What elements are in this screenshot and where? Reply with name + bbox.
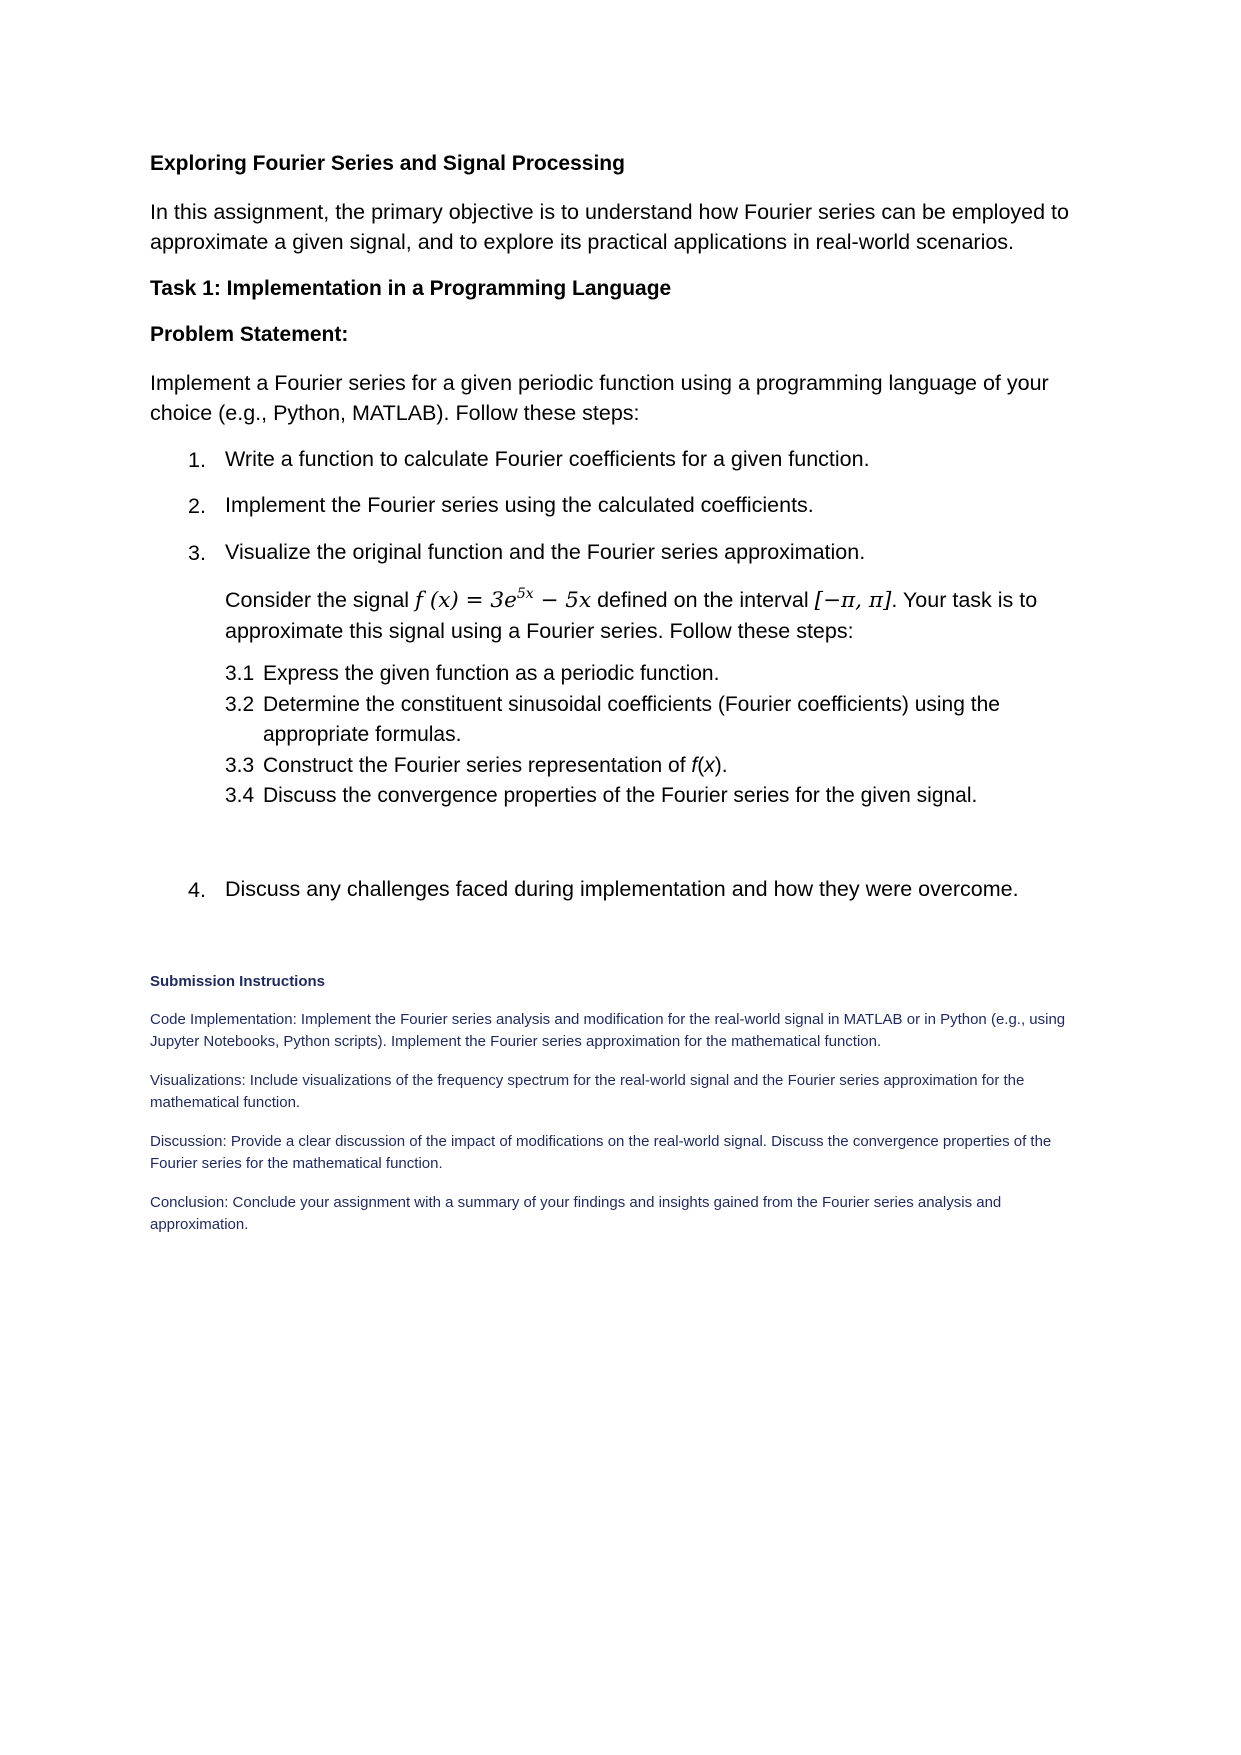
document-title: Exploring Fourier Series and Signal Processing — [150, 152, 625, 175]
fx-close: ). — [714, 754, 728, 777]
consider-prefix: Consider the signal — [225, 588, 416, 612]
step-number: 2. — [188, 494, 206, 518]
consider-paragraph — [225, 585, 1125, 646]
consider-suffix: . Your task is to — [891, 588, 1038, 612]
fx-f: f — [691, 754, 698, 777]
consider-middle: defined on the interval — [591, 588, 815, 612]
submission-heading: Submission Instructions — [150, 973, 326, 990]
step-number: 3. — [188, 541, 206, 565]
step-number: 4. — [188, 878, 206, 902]
consider-line2: approximate this signal using a Fourier series. Follow these steps: — [225, 619, 854, 643]
submission-paragraph-discussion: Discussion: Provide a clear discussion of the impact of modifications on the real-world signal. Discuss the convergence properties of the Fourier series for the mathematical function. — [150, 1133, 1052, 1172]
submission-paragraph-visualizations: Visualizations: Include visualizations of the frequency spectrum for the real-world signal and the Fourier series approximation for the mathematical function. — [150, 1072, 1025, 1111]
list-item — [263, 751, 728, 781]
formula-rhs: − 5x — [533, 588, 592, 613]
substep-number: 3.1 — [225, 662, 255, 685]
problem-paragraph: Implement a Fourier series for a given periodic function using a programming language of your choice (e.g., Python, MATLAB). Follow these steps: — [150, 371, 1049, 425]
submission-paragraph-conclusion: Conclusion: Conclude your assignment with a summary of your findings and insights gained from the Fourier series analysis and approximation. — [150, 1194, 1002, 1233]
list-item: Write a function to calculate Fourier coefficients for a given function. — [225, 447, 870, 471]
list-item: Determine the constituent sinusoidal coefficients (Fourier coefficients) using the — [263, 693, 1000, 716]
formula-exponent: 5x — [516, 586, 534, 602]
list-item: Discuss the convergence properties of the Fourier series for the given signal. — [263, 784, 978, 807]
problem-statement-heading: Problem Statement: — [150, 323, 349, 346]
list-item: Discuss any challenges faced during implementation and how they were overcome. — [225, 877, 1019, 901]
submission-paragraph-code: Code Implementation: Implement the Fourier series analysis and modification for the real-world signal in MATLAB or in Python (e.g., using Jupyter Notebooks, Python scripts). Implement the Fourier series approximation for the mathematical function. — [150, 1011, 1066, 1050]
fx-open: ( — [697, 754, 705, 777]
fx-x: x — [704, 754, 715, 777]
interval-formula: [−π, π] — [814, 588, 892, 613]
step-number: 1. — [188, 448, 206, 472]
list-item-continuation: appropriate formulas. — [263, 723, 462, 746]
intro-paragraph: In this assignment, the primary objective is to understand how Fourier series can be employed to approximate a given signal, and to explore its practical applications in real-world scenarios. — [150, 200, 1069, 254]
substep-number: 3.4 — [225, 784, 255, 807]
list-item: Express the given function as a periodic function. — [263, 662, 720, 685]
substep-number: 3.2 — [225, 693, 255, 716]
list-item: Implement the Fourier series using the calculated coefficients. — [225, 493, 814, 517]
task1-heading: Task 1: Implementation in a Programming Language — [150, 277, 672, 300]
list-item: Visualize the original function and the Fourier series approximation. — [225, 540, 866, 564]
formula-lhs: f (x) = 3e — [415, 588, 517, 613]
substep-number: 3.3 — [225, 754, 255, 777]
signal-formula — [415, 588, 591, 613]
substep-text: Construct the Fourier series representation of — [263, 754, 692, 777]
